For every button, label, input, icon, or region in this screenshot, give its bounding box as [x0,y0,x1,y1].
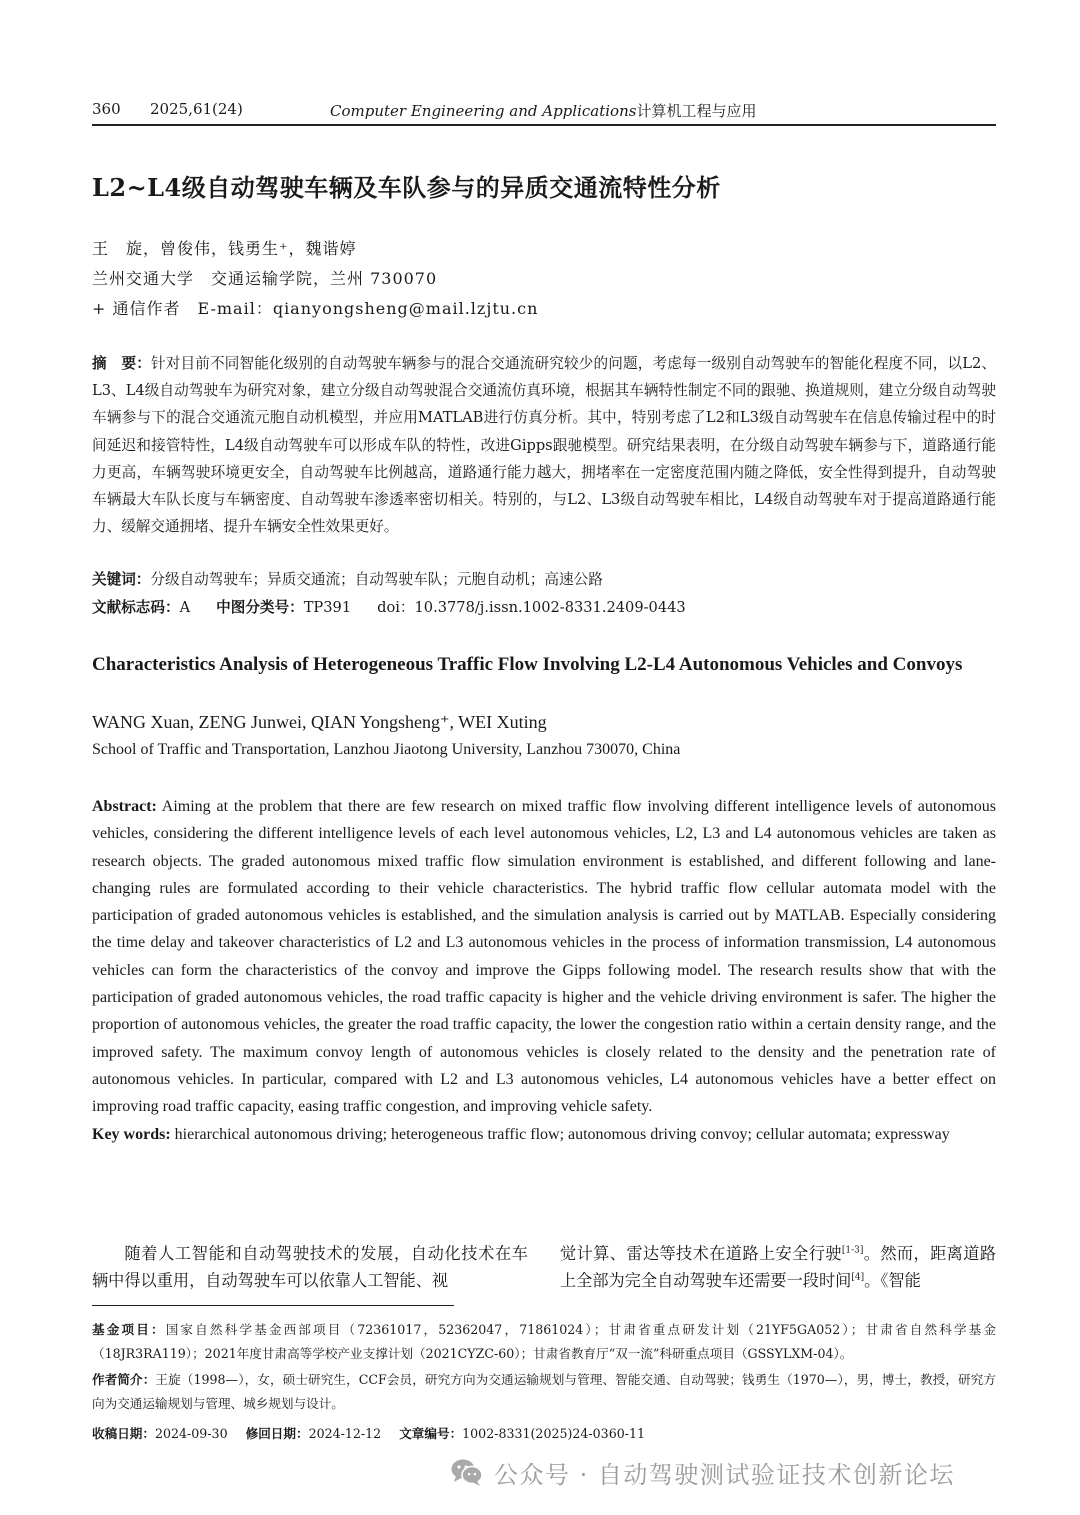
abstract-en-text: Aiming at the problem that there are few research on mixed traffic flow involving different intelligence levels of autonomous vehicles, considering the different intelligence levels of each level autonomous vehicles, L2, L3 and L4 autonomous vehicles are taken as research objects. The graded autonomous mixed traffic flow simulation environment is established, and different following and lane-changing rules are formulated according to their vehicle characteristics. The hybrid traffic flow cellular automata model with the participation of graded autonomous vehicles is established, and the simulation analysis is carried out by MATLAB. Especially considering the time delay and takeover characteristics of L2 and L3 autonomous vehicles in the process of information transmission, L4 autonomous vehicles can form the characteristics of the convoy and improve the Gipps following model. The research results show that with the participation of graded autonomous vehicles, the road traffic capacity is higher and the vehicle driving environment is safer. The higher the proportion of autonomous vehicles, the greater the road traffic capacity, the lower the congestion ratio within a certain density range, and the improved safety. The maximum convoy length of autonomous vehicles is closely related to the density and the penetration rate of autonomous vehicles. In particular, compared with L2 and L3 autonomous vehicles, L4 autonomous vehicles have a better effect on improving road traffic capacity, easing traffic congestion, and improving vehicle safety. [92,798,996,1116]
author-bio-text: 王旋（1998—），女，硕士研究生，CCF会员，研究方向为交通运输规划与管理、智能交通、自动驾驶；钱勇生（1970—），男，博士，教授，研究方向为交通运输规划与管理、城乡规划与设计。 [92,1372,996,1411]
author-bio-note [92,1368,996,1416]
revised-date: 2024-12-12 [308,1426,382,1441]
abstract-cn-text: 针对目前不同智能化级别的自动驾驶车辆参与的混合交通流研究较少的问题，考虑每一级别自动驾驶车的智能化程度不同，以L2、L3、L4级自动驾驶车为研究对象，建立分级自动驾驶混合交通流仿真环境，根据其车辆特性制定不同的跟驰、换道规则，建立分级自动驾驶车辆参与下的混合交通流元胞自动机模型，并应用MATLAB进行仿真分析。其中，特别考虑了L2和L3级自动驾驶车在信息传输过程中的时间延迟和接管特性，L4级自动驾驶车可以形成车队的特性，改进Gipps跟驰模型。研究结果表明，在分级自动驾驶车辆参与下，道路通行能力更高，车辆驾驶环境更安全，自动驾驶车比例越高，道路通行能力越大，拥堵率在一定密度范围内随之降低，安全性得到提升，自动驾驶车辆最大车队长度与车辆密度、自动驾驶车渗透率密切相关。特别的，与L2、L3级自动驾驶车相比，L4级自动驾驶车对于提高道路通行能力、缓解交通拥堵、提升车辆安全性效果更好。 [92,355,996,536]
body-right-column [560,1240,996,1294]
body-right-text-1: 觉计算、雷达等技术在道路上安全行驶 [560,1244,842,1263]
volume-issue: 2025,61(24) [150,100,243,118]
abstract-en-label: Abstract: [92,798,157,815]
received-label: 收稿日期： [92,1426,155,1441]
abstract-cn [92,350,996,540]
footnote-rule [92,1305,454,1306]
dates-line [92,1423,645,1442]
keywords-cn-text: 分级自动驾驶车；异质交通流；自动驾驶车队；元胞自动机；高速公路 [150,571,603,588]
authors-cn: 王 旋，曾俊伟，钱勇生⁺，魏谐婷 [92,239,357,258]
watermark-text: 公众号 · 自动驾驶测试验证技术创新论坛 [494,1460,955,1489]
received-date: 2024-09-30 [154,1426,228,1441]
classification-line [92,596,996,617]
author-bio-label: 作者简介： [92,1372,156,1387]
affiliation-en: School of Traffic and Transportation, Lanzhou Jiaotong University, Lanzhou 730070, China [92,741,681,758]
authors-en: WANG Xuan, ZENG Junwei, QIAN Yongsheng⁺, WEI Xuting [92,712,547,732]
body-left-column: 随着人工智能和自动驾驶技术的发展，自动化技术在车辆中得以重用，自动驾驶车可以依靠人工智能、视 [92,1244,528,1290]
body-right-text-3: 。《智能 [864,1271,921,1290]
article-number: 1002-8331(2025)24-0360-11 [462,1426,645,1441]
revised-label: 修回日期： [245,1426,309,1441]
doi: doi：10.3778/j.issn.1002-8331.2409-0443 [377,599,686,616]
clc-label: 中图分类号： [216,599,304,616]
funding-note [92,1318,996,1366]
keywords-cn-label: 关键词： [92,571,151,588]
citation-1-3: [1-3] [841,1245,864,1256]
header-rule [92,124,996,126]
journal-title [330,100,756,121]
paper-title-cn: L2~L4级自动驾驶车辆及车队参与的异质交通流特性分析 [92,173,721,202]
funding-label: 基金项目： [92,1322,166,1337]
keywords-en-text: hierarchical autonomous driving; heterogeneous traffic flow; autonomous driving convoy; cellular automata; expressway [170,1125,950,1143]
wechat-icon [450,1457,484,1487]
journal-title-cn: 计算机工程与应用 [636,102,757,120]
paper-title-en: Characteristics Analysis of Heterogeneous Traffic Flow Involving L2-L4 Autonomous Vehicles and Convoys [92,654,963,675]
journal-title-en: Computer Engineering and Applications [330,102,637,120]
running-header [92,98,996,122]
keywords-en-label: Key words: [92,1125,171,1143]
funding-text: 国家自然科学基金西部项目（72361017，52362047，71861024）；甘肃省重点研发计划（21YF5GA052）；甘肃省自然科学基金（18JR3RA119）；2021年度甘肃高等学校产业支撑计划（2021CYZC-60）；甘肃省教育厅“双一流”科研重点项目（GSSYLXM-04）。 [92,1322,997,1361]
contact-cn: + 通信作者 E-mail：qianyongsheng@mail.lzjtu.cn [92,299,539,318]
abstract-en [92,793,996,1148]
abstract-cn-label: 摘 要： [92,355,152,372]
page-number: 360 [92,100,121,118]
clc-code: TP391 [303,599,352,616]
body-right-text-2: 。然而，距离道路上全部为完全自动驾驶车还需要一段时间 [560,1244,997,1290]
citation-4: [4] [851,1272,865,1283]
body-text [92,1240,996,1296]
article-no-label: 文章编号： [399,1426,463,1441]
affiliation-cn: 兰州交通大学 交通运输学院，兰州 730070 [92,269,438,288]
doc-code-label: 文献标志码： [92,599,180,616]
watermark [450,1452,955,1492]
keywords-cn [92,568,996,589]
doc-code: A [179,599,191,616]
